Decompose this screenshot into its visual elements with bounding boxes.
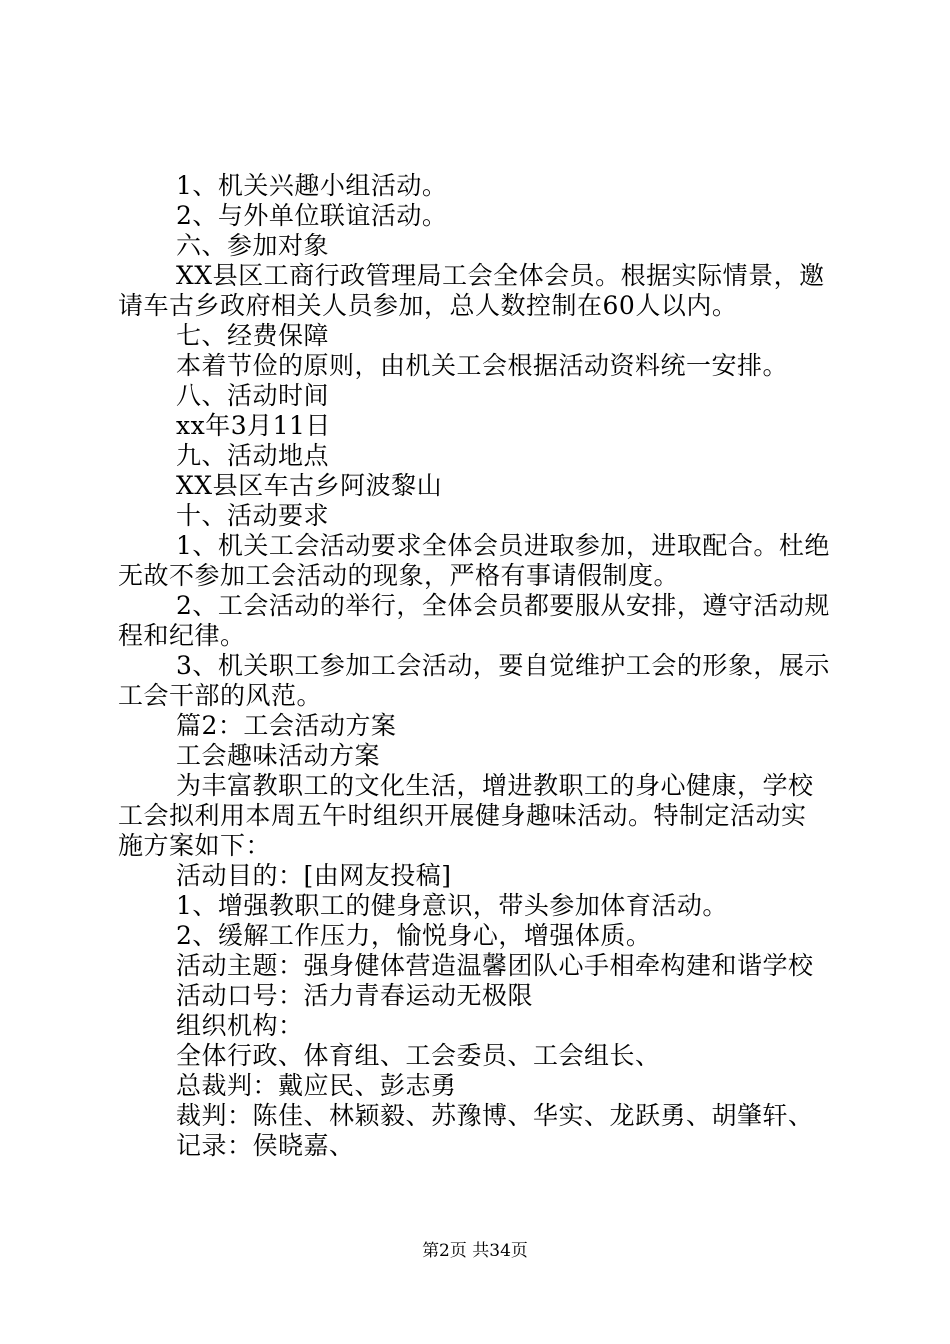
text-line: 十、活动要求 xyxy=(176,501,330,530)
text-line: 记录：侯晓嘉、 xyxy=(176,1131,355,1160)
text-line: 裁判：陈佳、林颖毅、苏豫博、华实、龙跃勇、胡肇轩、 xyxy=(176,1101,814,1130)
text-line: 工会干部的风范。 xyxy=(118,681,323,710)
text-line: XX县区车古乡阿波黎山 xyxy=(176,471,443,500)
text-line: XX县区工商行政管理局工会全体会员。根据实际情景，邀 xyxy=(176,261,825,290)
text-line: xx年3月11日 xyxy=(176,411,331,440)
text-line: 为丰富教职工的文化生活，增进教职工的身心健康，学校 xyxy=(176,771,814,800)
text-line: 2、工会活动的举行，全体会员都要服从安排，遵守活动规 xyxy=(176,591,830,620)
text-line: 2、缓解工作压力，愉悦身心，增强体质。 xyxy=(176,921,652,950)
text-line: 篇2：工会活动方案 xyxy=(176,711,397,740)
text-line: 组织机构： xyxy=(176,1011,304,1040)
text-line: 本着节俭的原则，由机关工会根据活动资料统一安排。 xyxy=(176,351,789,380)
text-line: 七、经费保障 xyxy=(176,321,330,350)
text-line: 总裁判：戴应民、彭志勇 xyxy=(176,1071,457,1100)
text-line: 程和纪律。 xyxy=(118,621,246,650)
text-line: 活动目的：[由网友投稿] xyxy=(176,861,452,890)
text-line: 八、活动时间 xyxy=(176,381,330,410)
document-body xyxy=(118,171,832,1161)
page-footer: 第2页 共34页 xyxy=(422,1241,528,1261)
text-line: 1、机关兴趣小组活动。 xyxy=(176,171,448,200)
text-line: 1、机关工会活动要求全体会员进取参加，进取配合。杜绝 xyxy=(176,531,830,560)
text-line: 无故不参加工会活动的现象，严格有事请假制度。 xyxy=(118,561,680,590)
text-line: 活动口号：活力青春运动无极限 xyxy=(176,981,534,1010)
text-line: 施方案如下： xyxy=(118,831,272,860)
text-line: 六、参加对象 xyxy=(176,231,330,260)
text-line: 活动主题：强身健体营造温馨团队心手相牵构建和谐学校 xyxy=(176,951,814,980)
text-line: 全体行政、体育组、工会委员、工会组长、 xyxy=(176,1041,661,1070)
text-line: 3、机关职工参加工会活动，要自觉维护工会的形象，展示 xyxy=(176,651,830,680)
text-line: 2、与外单位联谊活动。 xyxy=(176,201,448,230)
text-line: 九、活动地点 xyxy=(176,441,330,470)
text-line: 请车古乡政府相关人员参加，总人数控制在60人以内。 xyxy=(118,291,738,320)
text-line: 1、增强教职工的健身意识，带头参加体育活动。 xyxy=(176,891,728,920)
text-line: 工会趣味活动方案 xyxy=(176,741,381,770)
text-line: 工会拟利用本周五午时组织开展健身趣味活动。特制定活动实 xyxy=(118,801,807,830)
